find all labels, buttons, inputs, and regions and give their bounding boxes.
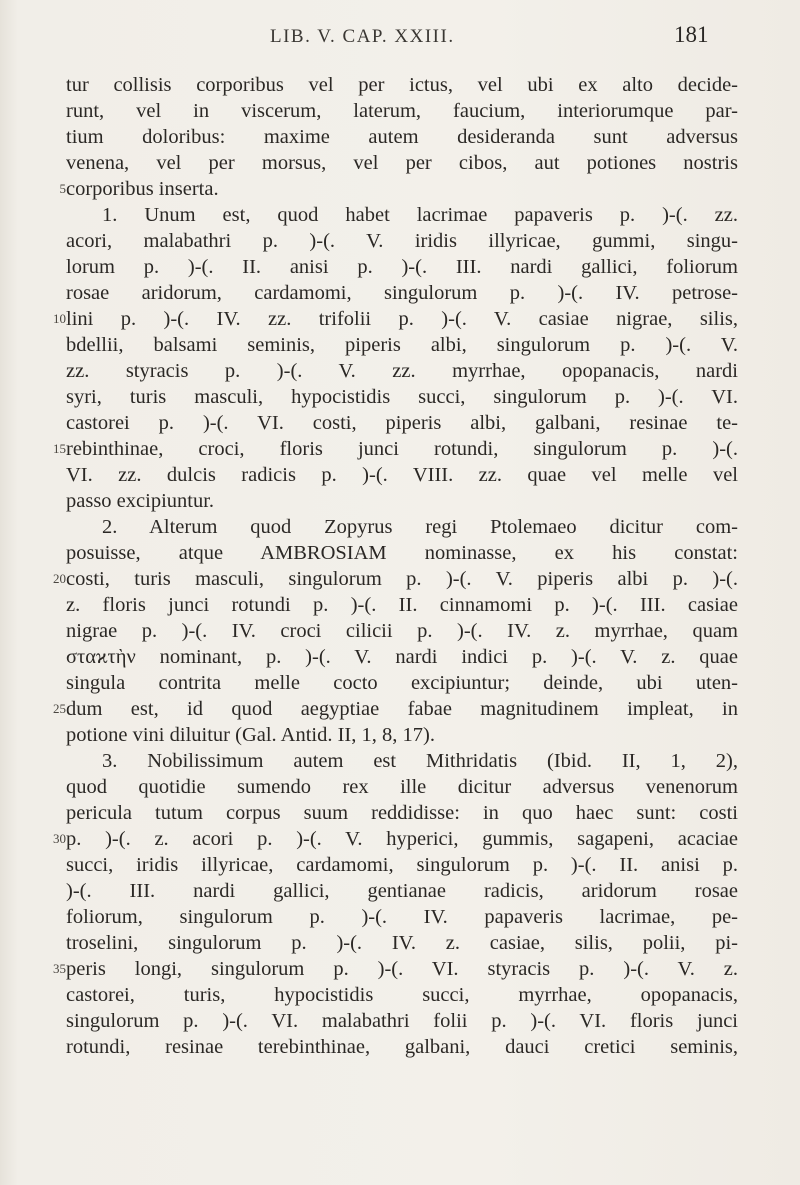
- line-number: 35: [53, 961, 66, 976]
- line-number: 10: [53, 311, 66, 326]
- text-line: rotundi, resinae terebinthinae, galbani, dauci cretici seminis,: [66, 1036, 738, 1058]
- text-line: foliorum, singulorum p. )-(. IV. papaveris lacrimae, pe-: [66, 906, 738, 928]
- text-line: potione vini diluitur (Gal. Antid. II, 1, 8, 17).: [66, 724, 435, 746]
- page-number: 181: [674, 22, 709, 47]
- text-line: dum est, id quod aegyptiae fabae magnitudinem impleat, in: [66, 698, 738, 720]
- text-line: )-(. III. nardi gallici, gentianae radicis, aridorum rosae: [66, 880, 738, 902]
- text-line: castorei, turis, hypocistidis succi, myrrhae, opopanacis,: [66, 984, 738, 1006]
- text-line: rosae aridorum, cardamomi, singulorum p. )-(. IV. petrose-: [66, 282, 738, 304]
- text-line: peris longi, singulorum p. )-(. VI. styracis p. )-(. V. z.: [66, 958, 738, 980]
- text-line: singula contrita melle cocto excipiuntur; deinde, ubi uten-: [66, 672, 738, 694]
- text-line: rebinthinae, croci, floris junci rotundi, singulorum p. )-(.: [66, 438, 738, 460]
- text-line: runt, vel in viscerum, laterum, faucium, interiorumque par-: [66, 100, 738, 122]
- text-line: acori, malabathri p. )-(. V. iridis illyricae, gummi, singu-: [66, 230, 738, 252]
- text-line: σταϰτὴν nominant, p. )-(. V. nardi indici p. )-(. V. z. quae: [66, 646, 738, 668]
- line-number: 30: [53, 831, 66, 846]
- text-line: syri, turis masculi, hypocistidis succi, singulorum p. )-(. VI.: [66, 386, 738, 408]
- text-line: succi, iridis illyricae, cardamomi, singulorum p. )-(. II. anisi p.: [66, 854, 738, 876]
- running-head: LIB. V. CAP. XXIII.: [270, 26, 455, 47]
- text-line: bdellii, balsami seminis, piperis albi, singulorum p. )-(. V.: [66, 334, 738, 356]
- text-line: singulorum p. )-(. VI. malabathri folii p. )-(. VI. floris junci: [66, 1010, 738, 1032]
- text-line: lorum p. )-(. II. anisi p. )-(. III. nardi gallici, foliorum: [66, 256, 738, 278]
- text-line: troselini, singulorum p. )-(. IV. z. casiae, silis, polii, pi-: [66, 932, 738, 954]
- text-line: lini p. )-(. IV. zz. trifolii p. )-(. V. casiae nigrae, silis,: [66, 308, 738, 330]
- text-line: p. )-(. z. acori p. )-(. V. hyperici, gummis, sagapeni, acaciae: [66, 828, 738, 850]
- text-line: 3. Nobilissimum autem est Mithridatis (Ibid. II, 1, 2),: [102, 750, 738, 772]
- text-line: VI. zz. dulcis radicis p. )-(. VIII. zz. quae vel melle vel: [66, 464, 738, 486]
- line-number: 15: [53, 441, 66, 456]
- text-line: zz. styracis p. )-(. V. zz. myrrhae, opopanacis, nardi: [66, 360, 738, 382]
- text-line: posuisse, atque AMBROSIAM nominasse, ex his constat:: [66, 542, 738, 564]
- text-line: corporibus inserta.: [66, 178, 219, 200]
- text-line: 1. Unum est, quod habet lacrimae papaveris p. )-(. zz.: [102, 204, 738, 226]
- text-line: castorei p. )-(. VI. costi, piperis albi, galbani, resinae te-: [66, 412, 738, 434]
- text-line: pericula tutum corpus suum reddidisse: in quo haec sunt: costi: [66, 802, 738, 824]
- text-line: tium doloribus: maxime autem desideranda sunt adversus: [66, 126, 738, 148]
- text-line: costi, turis masculi, singulorum p. )-(. V. piperis albi p. )-(.: [66, 568, 738, 590]
- text-line: venena, vel per morsus, vel per cibos, aut potiones nostris: [66, 152, 738, 174]
- text-line: quod quotidie sumendo rex ille dicitur adversus venenorum: [66, 776, 738, 798]
- line-number: 20: [53, 571, 66, 586]
- line-number: 25: [53, 701, 66, 716]
- text-line: tur collisis corporibus vel per ictus, vel ubi ex alto decide-: [66, 74, 738, 96]
- text-line: 2. Alterum quod Zopyrus regi Ptolemaeo dicitur com-: [102, 516, 738, 538]
- text-line: passo excipiuntur.: [66, 490, 215, 512]
- text-line: nigrae p. )-(. IV. croci cilicii p. )-(. IV. z. myrrhae, quam: [66, 620, 738, 642]
- line-number: 5: [59, 181, 66, 196]
- text-line: z. floris junci rotundi p. )-(. II. cinnamomi p. )-(. III. casiae: [66, 594, 738, 616]
